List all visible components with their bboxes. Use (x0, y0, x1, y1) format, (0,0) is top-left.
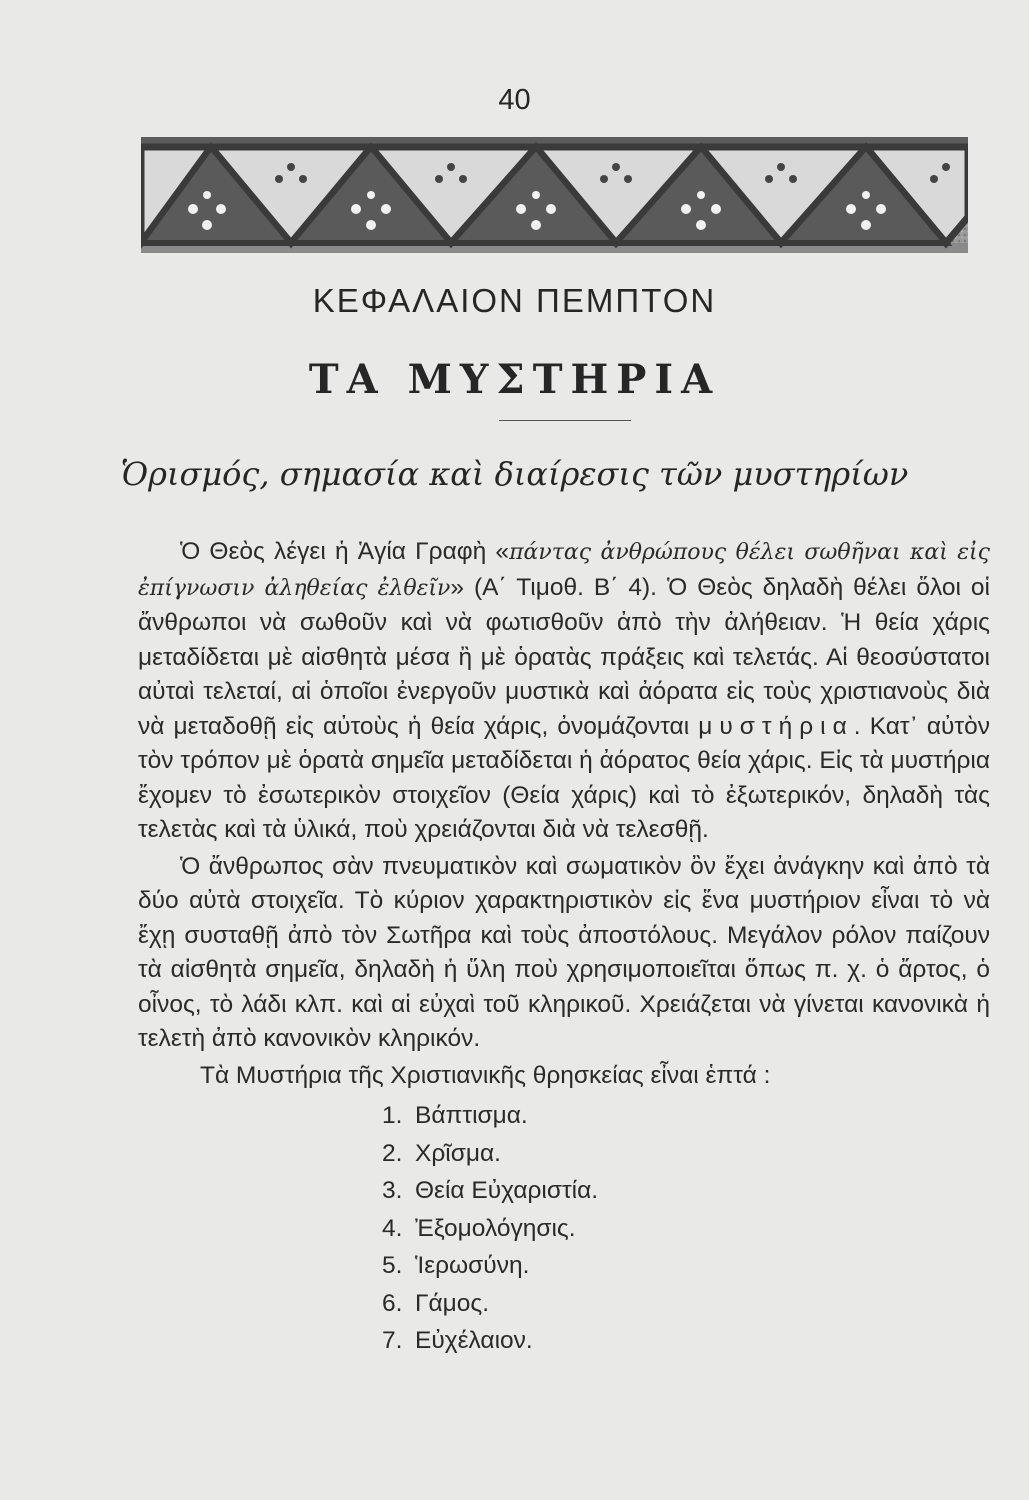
list-item-number: 7. (382, 1327, 403, 1354)
list-item-number: 4. (382, 1214, 403, 1242)
main-title: ΤΑ ΜΥΣΤΗΡΙΑ (308, 356, 721, 403)
chapter-heading: ΚΕΦΑΛΑΙΟΝ ΠΕΜΠΤΟΝ (312, 282, 717, 319)
scripture-citation: » (Α΄ Τιμοθ. Β΄ 4). (450, 573, 657, 601)
list-item (138, 1247, 990, 1285)
paragraph-1-text-end: . Κατ᾿ αὐτὸν τὸν τρόπον μὲ ὁρατὰ σημεῖα μεταδίδεται ἡ ἀόρατος θεία χάρις. Εἰς τὰ μυστήρια ἔχομεν τὸ ἐσωτερικὸν στοιχεῖον (Θεία χάρις) καὶ τὸ ἐξωτερικόν, δηλαδὴ τὰς τελετὰς καὶ τὰ ὑλικά, ποὺ χρειάζονται διὰ νὰ τελεσθῇ. (138, 712, 990, 843)
list-item (138, 1135, 990, 1173)
list-item-label: Θεία Εὐχαριστία. (415, 1177, 599, 1204)
list-item (138, 1285, 990, 1323)
scripture-quote: πάντας ἀνθρώπους θέλει σωθῆναι καὶ εἰς ἐπίγνωσιν ἀληθείας ἐλθεῖν (138, 540, 990, 601)
title-divider (499, 420, 631, 421)
list-intro: Τὰ Μυστήρια τῆς Χριστιανικῆς θρησκείας εἶναι ἑπτά : (200, 1061, 771, 1089)
section-title: Ὁρισμός, σημασία καὶ διαίρεσις τῶν μυστηρίων (120, 455, 909, 493)
paragraph-1-intro: Ὁ Θεὸς λέγει ἡ Ἁγία Γραφὴ « (180, 538, 510, 565)
list-item-number: 3. (382, 1177, 403, 1204)
paragraph-2: Ὁ ἄνθρωπος σὰν πνευματικὸν καὶ σωματικὸν ὂν ἔχει ἀνάγκην καὶ ἀπὸ τὰ δύο αὐτὰ στοιχεῖα. Τὸ κύριον χαρακτηριστικὸν εἰς ἕνα μυστήριον εἶναι τὸ νὰ ἔχῃ συσταθῇ ἀπὸ τὸν Σωτῆρα καὶ τοὺς ἀποστόλους. Μεγάλον ρόλον παίζουν τὰ αἰσθητὰ σημεῖα, δηλαδὴ ἡ ὕλη ποὺ χρησιμοποιεῖται ὅπως π. χ. ὁ ἄρτος, ὁ οἶνος, τὸ λάδι κλπ. καὶ αἱ εὐχαὶ τοῦ κληρικοῦ. Χρειάζεται νὰ γίνεται κανονικὰ ἡ τελετὴ ἀπὸ κανονικὸν κληρικόν. (138, 852, 990, 1052)
list-item (138, 1210, 990, 1248)
list-item (138, 1322, 990, 1360)
paragraph-1-text: Ὁ Θεὸς δηλαδὴ θέλει ὅλοι οἱ ἄνθρωποι νὰ σωθοῦν καὶ νὰ φωτισθοῦν ἀπὸ τὴν ἀλήθειαν. Ἡ θεία χάρις μεταδίδεται μὲ αἰσθητὰ μέσα ἢ μὲ ὁρατὰς πράξεις καὶ τελετάς. Αἱ θεοσύστατοι αὐταὶ τελεταί, αἱ ὁποῖοι ἐνεργοῦν μυστικὰ καὶ ἀόρατα εἰς τοὺς χριστιανοὺς διὰ νὰ μεταδοθῇ εἰς αὐτοὺς ἡ θεία χάρις, ὀνομάζονται (138, 573, 990, 740)
list-item-number: 5. (382, 1252, 403, 1279)
list-item-label: Βάπτισμα. (415, 1102, 528, 1129)
term-mysteria: μυστήρια (698, 712, 854, 740)
list-item-number: 1. (382, 1102, 403, 1129)
list-item-number: 2. (382, 1139, 403, 1167)
body-text (138, 535, 990, 1360)
list-item (138, 1097, 990, 1135)
list-item-label: Ἱερωσύνη. (415, 1252, 530, 1279)
list-item-label: Ἐξομολόγησις. (415, 1214, 576, 1242)
list-item-label: Χρῖσμα. (415, 1139, 501, 1167)
list-item-number: 6. (382, 1289, 403, 1317)
decorative-banner (141, 137, 968, 253)
sacraments-list (138, 1097, 990, 1360)
paragraph-1 (138, 535, 990, 848)
page-number: 40 (498, 84, 531, 116)
list-item-label: Γάμος. (415, 1289, 490, 1317)
list-item-label: Εὐχέλαιον. (415, 1327, 533, 1354)
list-item (138, 1172, 990, 1210)
